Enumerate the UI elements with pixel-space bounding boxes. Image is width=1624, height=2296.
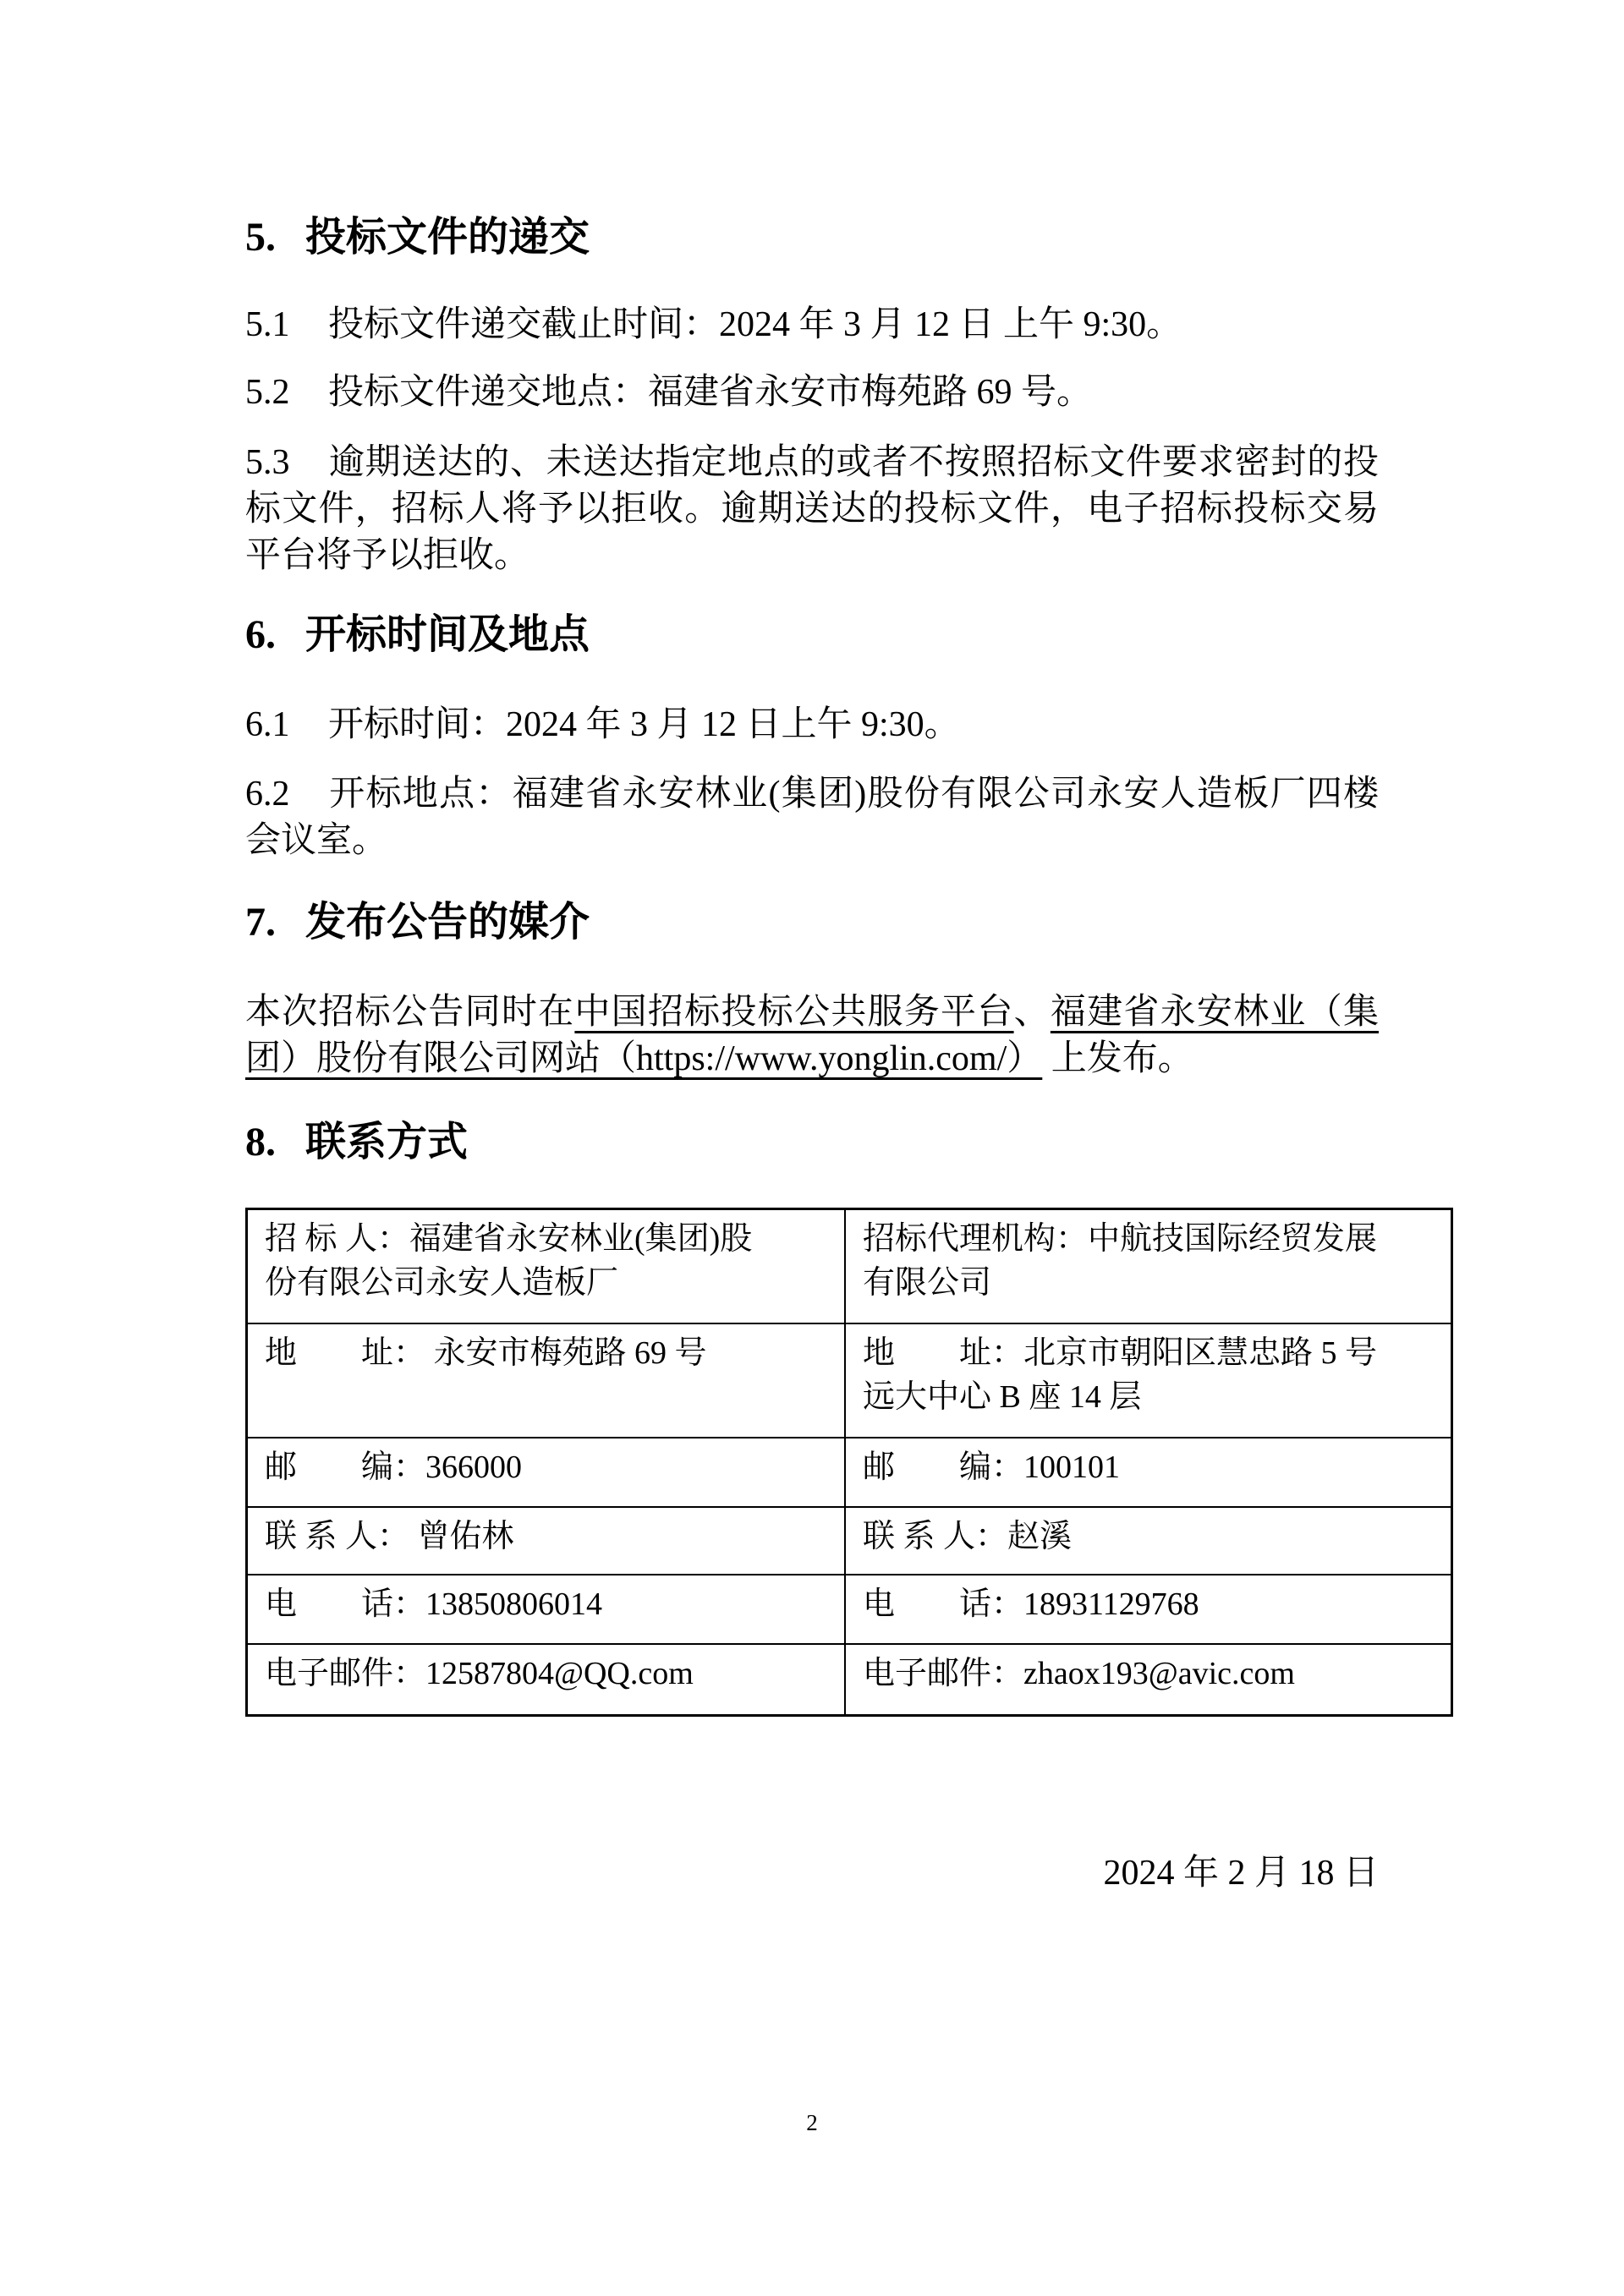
- cell-agency-phone: [845, 1575, 1452, 1644]
- platform-link-1[interactable]: 中国招标投标公共服务平台: [574, 993, 1014, 1032]
- section-6-title: 开标时间及地点: [305, 612, 590, 657]
- cell-agency-email: [845, 1644, 1452, 1716]
- bidder-contact-person: 联 系 人： 曾佑林: [265, 1518, 514, 1554]
- date-line: 2024 年 2 月 18 日: [1103, 1854, 1379, 1893]
- page-number: 2: [806, 2110, 818, 2135]
- paragraph-6-1-text: 开标时间：2024 年 3 月 12 日上午 9:30。: [328, 705, 960, 744]
- table-row-bidder: [247, 1209, 1452, 1323]
- section-5-title: 投标文件的递交: [305, 215, 590, 260]
- cell-bidder-address: [247, 1323, 846, 1438]
- agency-phone: 电 话：18931129768: [863, 1586, 1199, 1622]
- paragraph-5-2-number: 5.2: [245, 373, 290, 412]
- section-6-number: 6.: [245, 612, 276, 657]
- paragraph-5-2: [245, 370, 1379, 416]
- cell-bidder: [247, 1209, 846, 1323]
- cell-bidder-postcode: [247, 1438, 846, 1507]
- agency-line-1: 招标代理机构：中航技国际经贸发展: [863, 1221, 1378, 1257]
- bidder-line-2: 份有限公司永安人造板厂: [265, 1265, 619, 1301]
- announcement-separator: 、: [1013, 993, 1051, 1032]
- section-7-number: 7.: [245, 900, 276, 945]
- paragraph-6-2: [245, 771, 1379, 864]
- table-row-contact-person: [247, 1507, 1452, 1575]
- paragraph-6-2-text: 开标地点：福建省永安林业(集团)股份有限公司永安人造板厂四楼会议室。: [245, 775, 1379, 860]
- table-row-phone: [247, 1575, 1452, 1644]
- agency-line-2: 有限公司: [863, 1265, 992, 1301]
- paragraph-5-3-text: 逾期送达的、未送达指定地点的或者不按照招标文件要求密封的投标文件，招标人将予以拒收。逾期送达的投标文件，电子招标投标交易平台将予以拒收。: [245, 443, 1379, 575]
- paragraph-5-3: [245, 440, 1379, 579]
- agency-email: 电子邮件：zhaox193@avic.com: [863, 1655, 1295, 1691]
- cell-agency-contact: [845, 1507, 1452, 1575]
- announcement-prefix: 本次招标公告同时在: [245, 993, 575, 1032]
- section-7-title: 发布公告的媒介: [305, 900, 590, 945]
- agency-postcode: 邮 编：100101: [863, 1449, 1121, 1485]
- paragraph-6-1: [245, 702, 1379, 748]
- bidder-postcode: 邮 编：366000: [265, 1449, 523, 1485]
- section-8-number: 8.: [245, 1120, 276, 1164]
- agency-contact-person: 联 系 人：赵溪: [863, 1518, 1073, 1554]
- bidder-address: 地 址： 永安市梅苑路 69 号: [265, 1334, 707, 1371]
- cell-agency: [845, 1209, 1452, 1323]
- section-8-title: 联系方式: [305, 1120, 469, 1164]
- bidder-line-1: 招 标 人：福建省永安林业(集团)股: [265, 1221, 753, 1257]
- announcement-suffix: 上发布。: [1042, 1039, 1193, 1078]
- paragraph-5-3-number: 5.3: [245, 443, 290, 482]
- paragraph-5-1: [245, 302, 1379, 348]
- platform-link-2[interactable]: 福建省永安林业（集团）股份有限公司网站（https://www.yonglin.com/）: [245, 993, 1379, 1078]
- section-5-number: 5.: [245, 215, 276, 260]
- cell-bidder-email: [247, 1644, 846, 1716]
- agency-address-line-2: 远大中心 B 座 14 层: [863, 1378, 1142, 1415]
- table-row-address: [247, 1323, 1452, 1438]
- paragraph-5-2-text: 投标文件递交地点：福建省永安市梅苑路 69 号。: [328, 373, 1093, 412]
- paragraph-6-2-number: 6.2: [245, 775, 290, 814]
- agency-address-line-1: 地 址：北京市朝阳区慧忠路 5 号: [863, 1334, 1378, 1371]
- section-8-heading: [245, 1119, 1379, 1166]
- cell-agency-postcode: [845, 1438, 1452, 1507]
- cell-agency-address: [845, 1323, 1452, 1438]
- contact-table: [245, 1208, 1453, 1717]
- paragraph-6-1-number: 6.1: [245, 705, 290, 744]
- page-content: [245, 0, 1379, 2296]
- table-row-email: [247, 1644, 1452, 1716]
- table-row-postcode: [247, 1438, 1452, 1507]
- cell-bidder-phone: [247, 1575, 846, 1644]
- bidder-email: 电子邮件：12587804@QQ.com: [265, 1655, 694, 1691]
- section-5-heading: [245, 214, 1379, 261]
- cell-bidder-contact: [247, 1507, 846, 1575]
- section-7-heading: [245, 899, 1379, 946]
- paragraph-announcement: [245, 989, 1379, 1082]
- paragraph-5-1-text: 投标文件递交截止时间：2024 年 3 月 12 日 上午 9:30。: [328, 305, 1182, 344]
- bidder-phone: 电 话：13850806014: [265, 1586, 603, 1622]
- paragraph-5-1-number: 5.1: [245, 305, 290, 344]
- section-6-heading: [245, 611, 1379, 659]
